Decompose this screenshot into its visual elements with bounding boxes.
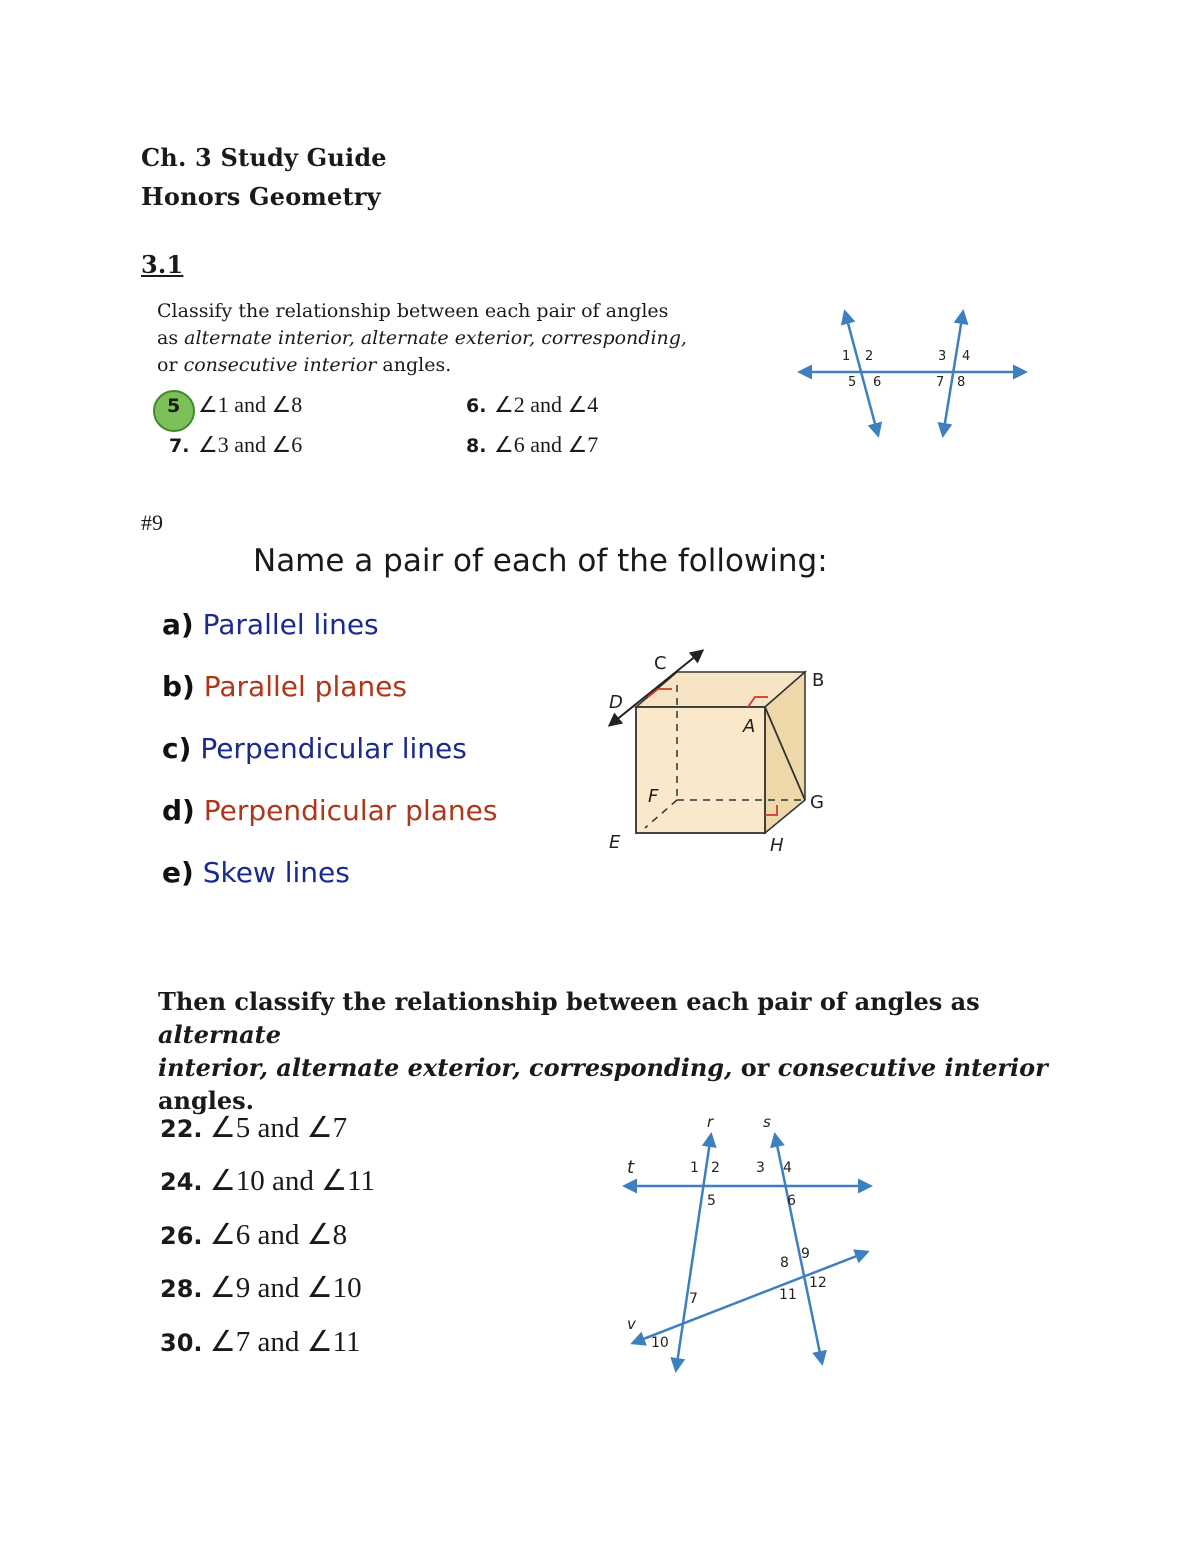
then-line-b-italic1: interior, alternate exterior, corresponding, xyxy=(158,1053,733,1082)
line-v xyxy=(633,1252,867,1343)
cube-label-e: E xyxy=(609,832,621,853)
angle-label-8: 8 xyxy=(957,375,966,390)
intro-line-a: Classify the relationship between each pair of angles xyxy=(157,300,669,322)
question-26 xyxy=(160,1217,347,1252)
angle-label-3: 3 xyxy=(938,349,947,364)
transversal-left xyxy=(845,312,878,435)
item-c-text: Perpendicular lines xyxy=(200,732,467,765)
cube-label-f: F xyxy=(648,786,659,807)
angle-label-r12: 12 xyxy=(809,1275,827,1291)
question-28-number: 28. xyxy=(160,1275,203,1303)
intro-line-c-suffix: angles. xyxy=(376,354,452,376)
question-5-text: ∠1 and ∠8 xyxy=(198,392,303,417)
transversal-figure xyxy=(790,300,1040,445)
angle-label-r2: 2 xyxy=(711,1160,720,1176)
intro-line-b-italic: alternate interior, alternate exterior, corresponding, xyxy=(184,327,687,349)
angle-label-7: 7 xyxy=(936,375,945,390)
angle-label-r11: 11 xyxy=(779,1287,797,1303)
angle-label-r9: 9 xyxy=(801,1246,810,1262)
cube-label-c: C xyxy=(654,653,667,674)
problem-9-label: #9 xyxy=(141,510,163,535)
question-30-text: ∠7 and ∠11 xyxy=(209,1326,361,1358)
angle-label-r7: 7 xyxy=(689,1291,698,1307)
question-8-text: ∠6 and ∠7 xyxy=(494,432,599,457)
angle-label-4: 4 xyxy=(962,349,971,364)
then-line-b-italic2: consecutive interior xyxy=(777,1053,1048,1082)
line-label-v: v xyxy=(627,1315,636,1333)
intro-line-c-italic: consecutive interior xyxy=(183,354,377,376)
item-e-letter: e) xyxy=(162,856,194,889)
line-label-s: s xyxy=(763,1113,771,1131)
cube-label-g: G xyxy=(810,792,824,813)
angle-label-r6: 6 xyxy=(787,1193,796,1209)
item-e-text: Skew lines xyxy=(202,856,350,889)
angle-label-r3: 3 xyxy=(756,1160,765,1176)
line-label-r: r xyxy=(707,1113,714,1131)
angle-label-r8: 8 xyxy=(780,1255,789,1271)
then-line-a: Then classify the relationship between each pair of angles as xyxy=(158,987,980,1016)
cube-figure xyxy=(600,645,840,860)
cube-label-b: B xyxy=(812,670,825,691)
item-parallel-planes xyxy=(162,670,407,703)
question-5-number: 5 xyxy=(167,395,181,417)
angle-label-1: 1 xyxy=(842,349,851,364)
question-6-number: 6. xyxy=(466,395,487,417)
question-7-text: ∠3 and ∠6 xyxy=(198,432,303,457)
cube-label-h: H xyxy=(770,835,784,856)
line-label-t: t xyxy=(627,1157,635,1178)
item-a-text: Parallel lines xyxy=(202,608,379,641)
angle-label-r1: 1 xyxy=(690,1160,699,1176)
question-22-text: ∠5 and ∠7 xyxy=(209,1112,348,1144)
problem-9-title: Name a pair of each of the following: xyxy=(253,543,828,579)
question-8-number: 8. xyxy=(466,435,487,457)
question-30 xyxy=(160,1324,361,1359)
question-24-text: ∠10 and ∠11 xyxy=(209,1165,376,1197)
angle-label-r10: 10 xyxy=(651,1335,669,1351)
item-d-letter: d) xyxy=(162,794,195,827)
question-26-text: ∠6 and ∠8 xyxy=(209,1219,348,1251)
question-24 xyxy=(160,1163,375,1198)
then-line-a-italic: alternate xyxy=(158,1020,282,1049)
part1-instructions xyxy=(157,298,717,379)
question-22-number: 22. xyxy=(160,1115,203,1143)
transversal-right xyxy=(943,312,966,435)
item-d-text: Perpendicular planes xyxy=(203,794,498,827)
section-heading: 3.1 xyxy=(141,250,184,279)
cube-label-d: D xyxy=(609,692,623,713)
item-c-letter: c) xyxy=(162,732,192,765)
question-24-number: 24. xyxy=(160,1168,203,1196)
item-b-text: Parallel planes xyxy=(203,670,407,703)
angle-label-r4: 4 xyxy=(783,1160,792,1176)
cube-label-a: A xyxy=(743,716,756,737)
part3-instructions xyxy=(158,985,1078,1117)
intro-line-b-prefix: as xyxy=(157,327,185,349)
question-28-text: ∠9 and ∠10 xyxy=(209,1272,362,1304)
item-parallel-lines xyxy=(162,608,379,641)
item-skew-lines xyxy=(162,856,350,889)
doc-title: Ch. 3 Study Guide xyxy=(141,143,387,172)
question-26-number: 26. xyxy=(160,1222,203,1250)
then-line-b-suffix: angles. xyxy=(158,1086,255,1115)
question-7-number: 7. xyxy=(169,435,190,457)
angle-label-5: 5 xyxy=(848,375,857,390)
item-b-letter: b) xyxy=(162,670,195,703)
item-perpendicular-lines xyxy=(162,732,467,765)
item-a-letter: a) xyxy=(162,608,194,641)
four-lines-figure xyxy=(615,1105,880,1380)
then-line-b-mid: or xyxy=(732,1053,778,1082)
question-30-number: 30. xyxy=(160,1329,203,1357)
intro-line-c-prefix: or xyxy=(157,354,184,376)
angle-label-6: 6 xyxy=(873,375,882,390)
doc-subtitle: Honors Geometry xyxy=(141,182,381,211)
item-perpendicular-planes xyxy=(162,794,497,827)
question-28 xyxy=(160,1270,362,1305)
angle-label-r5: 5 xyxy=(707,1193,716,1209)
question-6-text: ∠2 and ∠4 xyxy=(494,392,599,417)
angle-label-2: 2 xyxy=(865,349,874,364)
question-22 xyxy=(160,1110,347,1145)
